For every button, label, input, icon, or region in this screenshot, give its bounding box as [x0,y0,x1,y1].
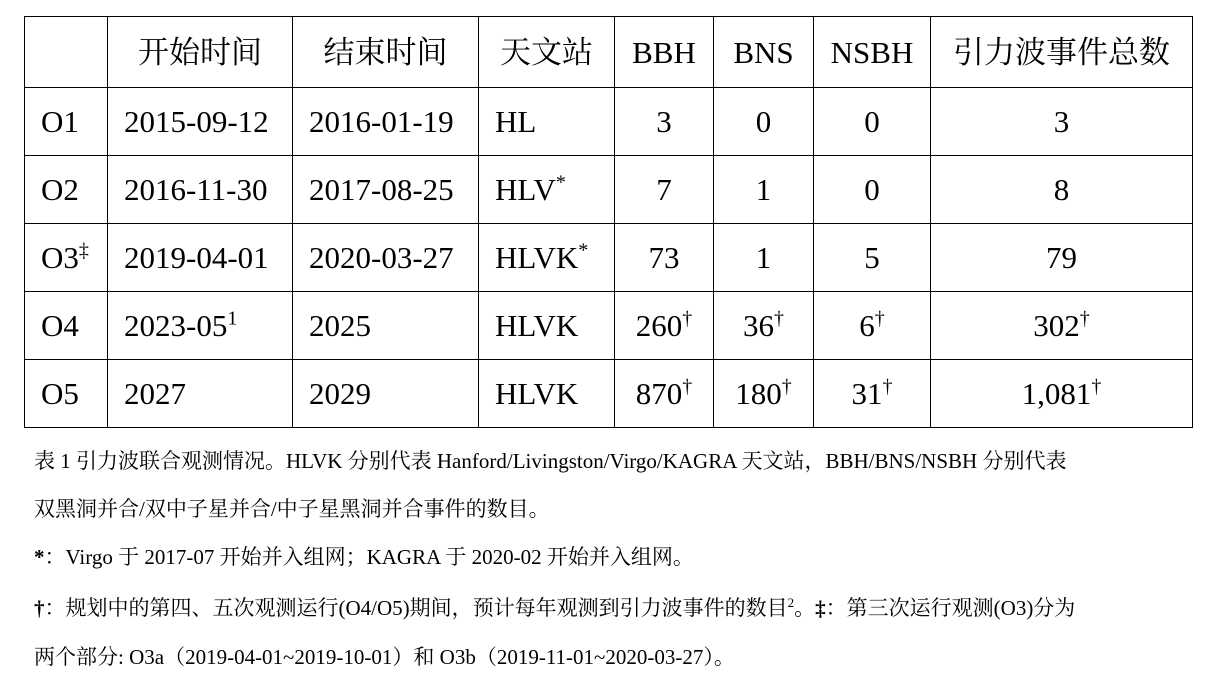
footnote-mark: * [555,171,566,194]
table-row [25,88,1193,156]
total-cell [931,360,1193,428]
start-date: 2027 [124,376,186,411]
bns-count: 0 [755,104,772,139]
bbh-count: 3 [656,104,672,139]
footnote-mark: † [1091,375,1102,398]
footnote-mark: † [781,375,792,398]
nsbh-count: 31 [851,376,883,411]
total-count: 1,081 [1021,376,1092,411]
total-cell [931,224,1193,292]
end-date-cell [293,360,479,428]
table-row [25,360,1193,428]
bns-count: 1 [755,172,772,207]
end-date-cell [293,88,479,156]
start-date: 2016-11-30 [124,172,268,207]
footnote-mark: † [882,375,893,398]
bbh-count: 7 [656,172,672,207]
nsbh-count: 5 [864,240,880,275]
footnote-mark: 1 [227,307,238,330]
run-label: O1 [41,104,79,139]
table-header-row [25,17,1193,88]
run-cell [25,88,108,156]
total-count: 8 [1053,172,1070,207]
header-cell [25,17,108,88]
table-row [25,292,1193,360]
end-date: 2025 [309,308,371,343]
start-date-cell [108,292,293,360]
bns-cell [714,88,814,156]
footnote-dagger [34,596,1194,620]
footnote-mark: * [578,239,589,262]
nsbh-cell [814,88,931,156]
start-date: 2019-04-01 [124,240,269,275]
nsbh-count: 0 [864,172,880,207]
start-date: 2023-05 [124,308,228,343]
station-cell [479,360,615,428]
nsbh-cell [814,360,931,428]
run-label: O4 [41,308,79,343]
bbh-cell [615,88,714,156]
bns-count: 180 [735,376,782,411]
bns-count: 1 [755,240,772,275]
end-date-cell [293,224,479,292]
bbh-count: 870 [635,376,683,411]
header-cell: BNS [714,17,814,88]
footnote-star-text: ：Virgo 于 2017-07 开始并入组网；KAGRA 于 2020-02 开始并入组网。 [44,545,694,569]
bbh-count: 260 [635,308,683,343]
footnote-star-mark: * [34,545,45,569]
footnote-ddagger-line-2: 两个部分: O3a（2019-04-01~2019-10-01）和 O3b（2019-11-01~2020-03-27）。 [34,645,735,669]
reference-mark: 2 [787,595,795,610]
footnote-dagger-end: 。 [794,596,816,620]
total-cell [931,292,1193,360]
run-cell [25,292,108,360]
footnote-ddagger-mark: ‡ [815,596,826,620]
run-label: O2 [41,172,79,207]
total-count: 3 [1053,104,1070,139]
station-cell [479,156,615,224]
footnote-mark: ‡ [78,239,89,262]
run-label: O5 [41,376,79,411]
nsbh-count: 6 [859,308,875,343]
end-date: 2029 [309,376,371,411]
bns-cell [714,224,814,292]
footnote-mark: † [774,307,784,330]
start-date-cell [108,224,293,292]
header-cell: 结束时间 [293,17,479,88]
bns-cell [714,156,814,224]
footnote-dagger-mark: † [34,596,45,620]
bns-count: 36 [743,308,774,343]
station: HLVK [495,308,579,343]
bns-cell [714,292,814,360]
start-date-cell [108,360,293,428]
bbh-cell [615,360,714,428]
footnote-ddagger-text: ：第三次运行观测(O3)分为 [825,596,1076,620]
footnote-mark: † [682,307,693,330]
start-date-cell [108,88,293,156]
station-cell [479,88,615,156]
end-date-cell [293,156,479,224]
total-cell [931,156,1193,224]
footnote-dagger-text: ：规划中的第四、五次观测运行(O4/O5)期间，预计每年观测到引力波事件的数目 [44,596,788,620]
table-caption-line-1: 表 1 引力波联合观测情况。HLVK 分别代表 Hanford/Livingston/Virgo/KAGRA 天文站，BBH/BNS/NSBH 分别代表 [34,449,1067,473]
nsbh-cell [814,224,931,292]
bbh-cell [615,292,714,360]
run-cell [25,360,108,428]
start-date-cell [108,156,293,224]
station-cell [479,292,615,360]
bbh-count: 73 [648,240,680,275]
station-cell [479,224,615,292]
bbh-cell [615,156,714,224]
footnote-mark: † [682,375,693,398]
table-row [25,156,1193,224]
header-cell: 引力波事件总数 [931,17,1193,88]
footnote-mark: † [874,307,885,330]
header-cell: 天文站 [479,17,615,88]
footnote-mark: † [1079,307,1090,330]
footnote-star [34,545,1194,569]
bns-cell [714,360,814,428]
end-date: 2017-08-25 [309,172,454,207]
end-date-cell [293,292,479,360]
nsbh-count: 0 [864,104,880,139]
start-date: 2015-09-12 [124,104,269,139]
total-count: 302 [1033,308,1080,343]
header-cell: NSBH [814,17,931,88]
station: HLV [495,172,556,207]
table-caption-line-2: 双黑洞并合/双中子星并合/中子星黑洞并合事件的数目。 [34,497,550,521]
end-date: 2016-01-19 [309,104,454,139]
run-label: O3 [41,240,79,275]
observation-runs-table [24,16,1193,428]
end-date: 2020-03-27 [309,240,454,275]
station: HL [495,104,537,139]
total-cell [931,88,1193,156]
nsbh-cell [814,156,931,224]
station: HLVK [495,376,579,411]
header-cell: BBH [615,17,714,88]
station: HLVK [495,240,579,275]
run-cell [25,156,108,224]
header-cell: 开始时间 [108,17,293,88]
run-cell [25,224,108,292]
bbh-cell [615,224,714,292]
nsbh-cell [814,292,931,360]
total-count: 79 [1046,240,1077,275]
table-row [25,224,1193,292]
